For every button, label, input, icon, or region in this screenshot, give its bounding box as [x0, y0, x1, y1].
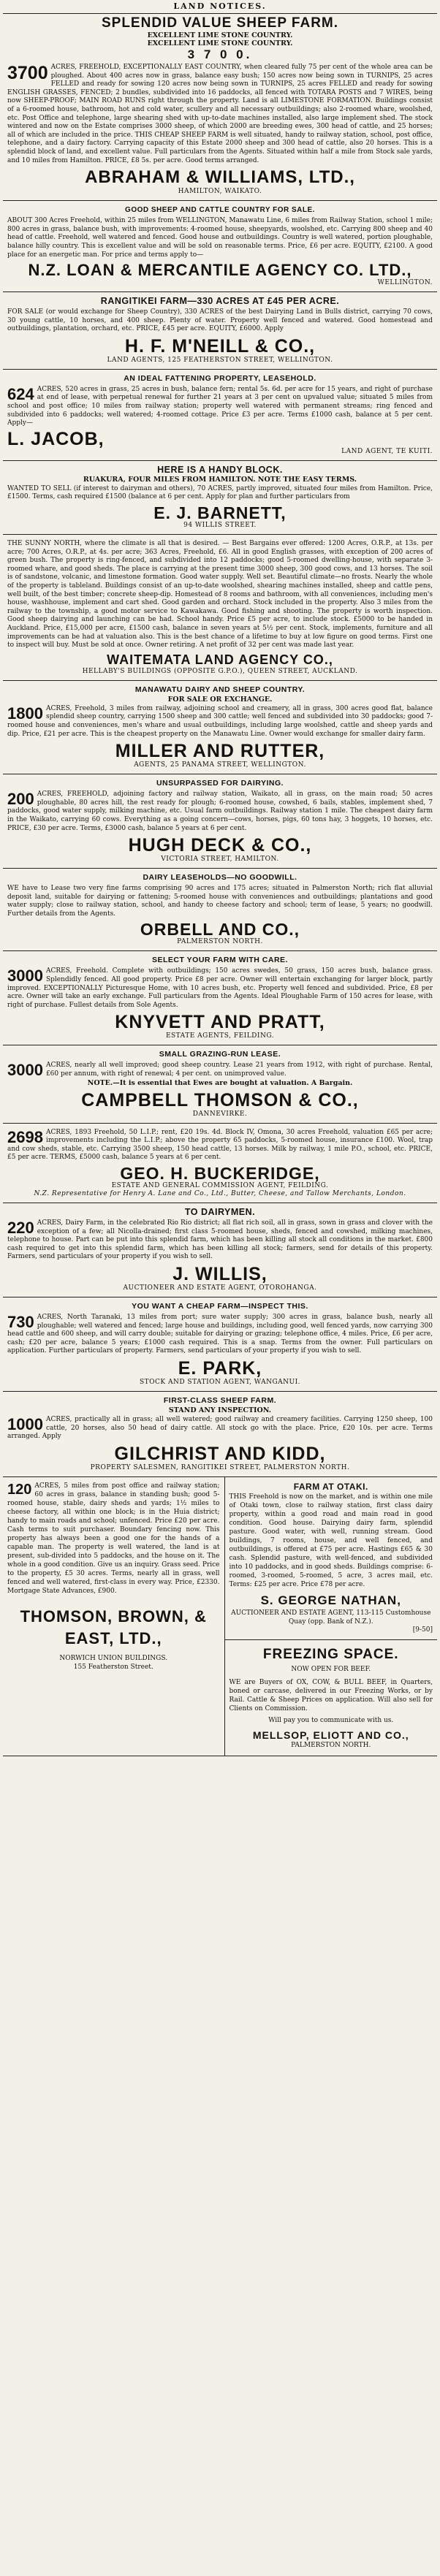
ad-agent: ORBELL AND CO., — [140, 920, 300, 940]
ad-headline: 3 7 0 0. — [187, 47, 253, 61]
ad-lead-number: 1000 — [7, 1414, 43, 1433]
ad-body — [7, 64, 433, 165]
ad-body-text: ACRES, 5 miles from post office and railway station; 60 acres in grass, balance in standing bush; good 5-roomed house, stable, dairy sheds and yards; 1½ miles to cheese factory, all within one block; is in the Huia district; handy to main roads and school; unfenced. Price £20 per acre. Cash terms to suit purchaser. Boundary fencing now. This property has always been a good one for the hands of a capable man. The property is well watered, the land is at present, sub-divided into 5 paddocks, and the house on it. The whole in a good condition. Give us an inquiry. Grass seed. Price to the property, £5 30 acres. Terms, nearly all in grass, well fenced and well watered, first-class in every way. Price, £2330. Mortgage State Advances, £900. — [7, 1482, 220, 1595]
ad-dairy-leaseholds — [3, 869, 437, 951]
ad-title: FIRST-CLASS SHEEP FARM. — [163, 1395, 277, 1405]
ad-agent: J. WILLIS, — [172, 1263, 268, 1284]
ad-subtitle: NOW OPEN FOR BEEF. — [291, 1665, 371, 1673]
ad-address: VICTORIA STREET, HAMILTON. — [161, 856, 279, 864]
ad-title: MANAWATU DAIRY AND SHEEP COUNTRY. — [134, 685, 306, 694]
ad-agent: GEO. H. BUCKERIDGE, — [120, 1164, 320, 1183]
ad-body-text: ACRES, North Taranaki, 13 miles from port; sure water supply; 300 acres in grass, balance bush, nearly all ploughable; well watered and fenced; large house and buildings, including good, well fenced yards, now carrying 300 head cattle and 600 sheep, and will carry double; suitable for dairying or grazing; telephone office, 4 miles. Price, £6 per acre, cash; £20 per acre, balance 5 years; £1000 cash required. This is a snap. Terms from the owner. Full particulars on application. Further particulars of property. Farmers, send particulars of your property if you wish to sell. — [7, 1313, 433, 1355]
ad-agent: MILLER AND RUTTER, — [115, 741, 325, 762]
ad-address: PALMERSTON NORTH. — [291, 1741, 371, 1749]
ad-title: AN IDEAL FATTENING PROPERTY, LEASEHOLD. — [124, 373, 316, 383]
ad-lead-number: 3000 — [7, 1061, 43, 1080]
ad-body — [7, 1416, 433, 1441]
ad-lead-number: 2698 — [7, 1127, 43, 1146]
ad-body-text: ACRES, FREEHOLD, adjoining factory and railway station, Waikato, all in grass, on the main road; 50 acres ploughable, 80 acres hill, the rest ready for plough; 6-roomed house, cowshed, 6 bails, stables, implement shed, 7 paddocks, good water supply, milking machine, etc. Usual farm outbuildings. Railway station 1 mile. The cheapest dairy farm in the Waikato, carrying 60 cows. Everything as a going concern—cows, horses, pigs, 60 tons hay, 3 hoggets, 10 horses, etc. PRICE, £30 per acre. Terms, £3000 cash, balance 5 years at 6 per cent. — [7, 790, 433, 832]
ad-first-class-sheep — [3, 1392, 437, 1477]
ad-title: RANGITIKEI FARM—330 ACRES AT £45 PER ACRE. — [100, 296, 340, 307]
ad-address: WELLINGTON. — [377, 279, 433, 287]
ad-address: PROPERTY SALESMEN, RANGITIKEI STREET, PALMERSTON NORTH. — [90, 1463, 350, 1471]
ad-buckeridge — [3, 1124, 437, 1203]
ad-title: SELECT YOUR FARM WITH CARE. — [152, 956, 288, 965]
ad-body-text: WE have to Lease two very fine farms comprising 90 acres and 175 acres; situated in Palmerston North; rich flat alluvial deposit land, suitable for dairying or fattening; 5-roomed house with conveniences and outbuildings; plantations and good water supply; close to railway station, school, and handy to cheese factory and school; term of lease, 5 years; no goodwill. Further details from the Agents. — [7, 885, 433, 918]
ad-body-text: THIS Freehold is now on the market, and is within one mile of Otaki town, close to railway station, first class dairy property, within a good road and main road in good condition. Good house. Dairying dairy farm, splendid pasture. Good water, with well, running stream. Good buildings, 7 rooms, house, and well fenced, and outbuildings, is offered at £75 per acre. Hastings £65 & 30 cash. Splendid pasture, with well-fenced, and subdivided into 10 paddocks, and in good sheds. Buildings comprise: 6-roomed, 3-roomed, 5-roomed, 5 acre, 3 acres mail, etc. Terms: £25 per acre. Price £78 per acre. — [229, 1493, 433, 1588]
ad-agent: ABRAHAM & WILLIAMS, LTD., — [85, 167, 355, 188]
ad-body — [7, 386, 433, 428]
ad-ref: [9-50] — [412, 1626, 433, 1634]
ad-farm-otaki — [225, 1477, 438, 1640]
ad-body — [7, 1219, 433, 1262]
ad-title: GOOD SHEEP AND CATTLE COUNTRY FOR SALE. — [125, 206, 315, 215]
bottom-section — [3, 1477, 437, 1756]
ad-body — [7, 1062, 433, 1078]
ad-body-text: THE SUNNY NORTH, where the climate is all that is desired. — Best Bargains ever offered: 1200 Acres, O.R.P., at 13s. per acre; 700 Acres, O.R.P., at 4s. per acre; 363 Acres, Freehold, £6. All in good English grasses, with exception of 200 acres of green bush. The property is ring-fenced, and subdivided into 12 paddocks; good 5-roomed dwelling-house, with separate 3-roomed whare, and good sheds. The place is carrying at the present time 3000 sheep, 300 good cows, and 13 horses. The soil is of sandstone, volcanic, and limestone formation. Good water supply. Well set. Beautiful climate—no frosts. Nearly the whole of the property is tableland. Buildings consist of an up-to-date woolshed, shearing machines installed, sheep and cattle pens, well built, of the best timber; concrete sheep-dip. Homestead of 8 rooms and bathroom, with all conveniences, including men's house, washhouse, implement and cart shed. Good garden and orchard. Stock included in the property. Also 3 miles from the railway to the township, a good motor service to Kawakawa. Good fishing and shooting. The property is worth inspection. Good sheep dairying and launching can be had. School handy. Price £5 per acre, to include stock. £5000 to be handed in Auckland. Price, £15,000 per acre, £1500 cash, balance in seven years at 5½ per cent. Stock, implements, furniture and all improvements can be had at valuation also. This is the best chance of a lifetime to buy at low figure on good terms. First one to inspect will buy. Must be sold at once. Owner retiring. A net profit of 32 per cent was made last year. — [7, 540, 433, 649]
ad-note: N.Z. Representative for Henry A. Lane and Co., Ltd., Butter, Cheese, and Tallow Merchants, London. — [34, 1190, 406, 1197]
ad-lead-number: 3000 — [7, 967, 43, 986]
ad-address: AUCTIONEER AND ESTATE AGENT, OTOROHANGA. — [123, 1284, 317, 1292]
ad-subtitle: RUAKURA, FOUR MILES FROM HAMILTON. NOTE THE EASY TERMS. — [83, 475, 357, 484]
ad-agent: WAITEMATA LAND AGENCY CO., — [107, 652, 333, 667]
ad-body — [7, 1314, 433, 1356]
ad-title: FARM AT OTAKI. — [293, 1481, 368, 1492]
ad-body-text: ACRES, Freehold, 3 miles from railway, adjoining school and creamery, all in grass, 300 acres good flat, balance splendid sheep country, carrying 1500 sheep and 300 cattle; well fenced and subdivided into 30 paddocks; good 7-roomed house and conveniences, men's whare and usual outbuildings, including large woolshed, cattle and sheep yards and dip. Price, £21 per acre. This is the cheapest property on the Manawatu Line. Owner would exchange for smaller dairy farm. — [7, 704, 433, 738]
ad-address: HAMILTON, WAIKATO. — [178, 188, 262, 196]
ad-body-text: ACRES, Freehold. Complete with outbuildings; 150 acres swedes, 50 grass, 150 acres bush, balance grass. Splendidly fenced. All good property. Price £8 per acre. Owner will entertain exchanging for larger block, partly improved. EXCEPTIONALLY Picturesque Home, with 10 acres bush, etc. Property well fenced and subdivided. Price, £8 per acre. Owner will take an early exchange. Full particulars from the Agents. Ideal Ploughable Farm of 150 acres for lease, with right of purchase. Fullest details from Sole Agents. — [7, 967, 433, 1009]
ad-title: SMALL GRAZING-RUN LEASE. — [159, 1050, 281, 1059]
ad-body-text: WANTED TO SELL (if interest to dairyman and others), 70 ACRES, partly improved, situated four miles from Hamilton. Price, £1500. Terms, cash required £1500 (balance at 6 per cent. Apply for plan and further particulars from — [7, 484, 433, 501]
ad-address: LAND AGENT, TE KUITI. — [341, 447, 433, 455]
ad-good-sheep-cattle — [3, 201, 437, 292]
ad-lead-number: 730 — [7, 1312, 34, 1331]
ad-address: AUCTIONEER AND ESTATE AGENT, 113-115 Customhouse Quay (opp. Bank of N.Z.). — [231, 1609, 431, 1626]
ad-agent: H. F. M'NEILL & CO., — [124, 335, 316, 357]
ad-title: YOU WANT A CHEAP FARM—INSPECT THIS. — [132, 1301, 308, 1311]
ad-address: ESTATE AND GENERAL COMMISSION AGENT, FEILDING. — [111, 1182, 329, 1189]
ad-body — [7, 1482, 220, 1596]
ad-lead-number: 200 — [7, 790, 34, 809]
ad-body — [7, 967, 433, 1010]
ad-title: UNSURPASSED FOR DAIRYING. — [156, 779, 284, 788]
ad-address: 155 Featherston Street. — [73, 1663, 153, 1671]
ad-lead-number: 120 — [7, 1481, 32, 1498]
ad-body-text: ACRES, nearly all well improved; good sheep country. Lease 21 years from 1912, with right of purchase. Rental, £60 per annum, with right of renewal; 4 per cent. on unimproved value. — [45, 1062, 433, 1078]
ad-body — [7, 790, 433, 833]
ad-title: DAIRY LEASEHOLDS—NO GOODWILL. — [143, 873, 297, 883]
page-header: LAND NOTICES. — [3, 0, 437, 14]
ad-title: HERE IS A HANDY BLOCK. — [157, 464, 283, 475]
ad-select-farm — [3, 951, 437, 1045]
land-notices-page — [3, 0, 437, 1756]
right-column — [224, 1477, 438, 1756]
ad-handy-block — [3, 461, 437, 535]
ad-body-text: ACRES, FREEHOLD, EXCEPTIONALLY EAST COUNTRY, when cleared fully 75 per cent of the whole area can be ploughed. About 400 acres now in grass, balance easy bush; 150 acres now being sown in TURNIPS, 25 acres FELLED and ready for sowing 120 acres now being sown in TURNIPS, 25 acres FELLED and ready for sowing ENGLISH GRASSES, FENCED; 2 bundles, subdivided into 16 paddocks, all fenced with TOTARA POSTS and 7 WIRES, being now SHEEP-PROOF; MAIN ROAD RUNS right through the property. Land is all LIMESTONE FORMATION. Buildings consist of a 6-roomed house, bathroom, hot and cold water, scullery and all necessary outbuildings; also 2-roomed whare, woolshed, etc. Post Office and telephone, large shearing shed with up-to-date machines installed, also large implement shed. The stock wintered and now on the Estate comprises 3000 sheep, of which 2000 are breeding ewes, 300 head of cattle, and 25 horses; all of which are included in the price. THIS CHEAP SHEEP FARM is well situated, handy to railway station, school, post office, telephone, and a dairy factory. Carrying capacity of this Estate 2000 sheep and 300 head of cattle, also 20 horses. This is a splendid block of land, and excellent value. Full particulars from the Agents. Situated within half a mile from Stock sale yards, and 10 miles from Hamilton. PRICE, £8 5s. per acre. Good terms arranged. — [7, 64, 433, 164]
ad-address: ESTATE AGENTS, FEILDING. — [165, 1032, 275, 1040]
ad-sunny-north — [3, 535, 437, 681]
ad-subtitle: EXCELLENT LIME STONE COUNTRY. — [147, 31, 293, 39]
ad-title: TO DAIRYMEN. — [184, 1207, 256, 1217]
ad-ideal-fattening — [3, 370, 437, 461]
ad-body-text: ACRES, 520 acres in grass, 25 acres in bush, balance fern; rental 5s. 6d. per acre for 15 years, and right of purchase at end of lease, with perpetual renewal for further 21 years at 3 per cent on upvalued value; situated 5 miles from school and post office; 10 miles from railway station; property well watered with permanent streams; ring fenced and subdivided into 6 paddocks; well watered; 4-roomed cottage. Price £3 per acre. Terms £1000 cash, balance at 5 per cent. Apply— — [7, 385, 433, 427]
ad-agent: HUGH DECK & CO., — [128, 835, 312, 856]
ad-title: FREEZING SPACE. — [262, 1646, 399, 1662]
ad-title: SPLENDID VALUE SHEEP FARM. — [101, 15, 339, 31]
ad-body-text: ABOUT 300 Acres Freehold, within 25 miles from WELLINGTON, Manawatu Line, 6 miles from Railway Station, school 1 mile; 800 acres in grass, balance bush, with improvements: 4-roomed house, sheepyards, woolshed, etc. Carrying 800 sheep and 40 head of cattle. Freehold, well watered and fenced. Good house and outbuildings. Country is well watered, portion ploughable, balance hilly country. This is excellent value and will be sold on reasonable terms. Price, £6 per acre. EQUITY, £2100. A good place for an energetic man. For price and terms apply to— — [7, 217, 433, 259]
ad-address: 94 WILLIS STREET. — [183, 522, 257, 530]
ad-cheap-farm — [3, 1297, 437, 1392]
ad-body — [7, 1129, 433, 1162]
ad-agent: GILCHRIST AND KIDD, — [114, 1443, 326, 1464]
ad-small-grazing-run — [3, 1045, 437, 1123]
ad-closing: Will pay you to communicate with us. — [268, 1716, 394, 1724]
ad-agent: THOMSON, BROWN, & EAST, LTD., — [20, 1607, 207, 1647]
ad-freezing-space — [225, 1640, 438, 1756]
ad-body-text: FOR SALE (or would exchange for Sheep Country), 330 ACRES of the best Dairying Land in Bulls district, carrying 70 cows, 30 young cattle, 10 horses, and 400 sheep. Plenty of water. Property well fenced and watered. Good homestead and outbuildings, plantation, orchard, etc. PRICE, £45 per acre. EQUITY, £6000. Apply — [7, 308, 433, 333]
ad-lead-number: 220 — [7, 1219, 34, 1237]
ad-body-text: ACRES, 1893 Freehold, 50 L.I.P.; rent, £20 19s. 4d. Block IV, Omona, 30 acres Freehold, valuation £65 per acre; improvements including the L.I.P.; above the property 65 paddocks, 5-roomed house, insurance £100. Wool, trap and cow sheds, stable, etc. Carrying 3500 sheep, 150 head cattle, 13 horses. Milk by railway, 1 mile P.O., school, etc. PRICE, £5 per acre. TERMS, £5000 cash, balance 5 years at 6 per cent. — [7, 1128, 433, 1162]
ad-body-text: ACRES, practically all in grass; all well watered; good railway and creamery facilities. Carrying 1250 sheep, 100 cattle, 20 horses, also 50 head of dairy cattle. All stock go with the place. Price, £20 10s. per acre. Terms arranged. Apply — [7, 1415, 433, 1441]
ad-body-text: WE are Buyers of OX, COW, & BULL BEEF, in Quarters, boned or carcase, delivered in our Freezing Works, or by Rail. Cattle & Sheep Prices on application. Will also sell for Clients on Commission. — [229, 1678, 433, 1712]
ad-agent: KNYVETT AND PRATT, — [115, 1012, 325, 1033]
ad-unsurpassed-dairying — [3, 774, 437, 869]
ad-address: AGENTS, 25 PANAMA STREET, WELLINGTON. — [134, 761, 306, 769]
ad-address: STOCK AND STATION AGENT, WANGANUI. — [139, 1378, 301, 1386]
ad-body — [7, 705, 433, 739]
ad-agent: CAMPBELL THOMSON & CO., — [81, 1089, 359, 1110]
ad-subtitle: STAND ANY INSPECTION. — [168, 1406, 272, 1414]
ad-note: NOTE.—It is essential that Ewes are bought at valuation. A Bargain. — [87, 1078, 353, 1087]
ad-to-dairymen — [3, 1203, 437, 1297]
ad-address: DANNEVIRKE. — [192, 1110, 248, 1118]
ad-subtitle: EXCELLENT LIME STONE COUNTRY. — [147, 39, 293, 47]
ad-lead-number: 1800 — [7, 704, 43, 723]
ad-splendid-sheep-farm — [3, 14, 437, 201]
ad-body-text: ACRES, Dairy Farm, in the celebrated Rio Rio district; all flat rich soil, all in grass, sown in grass and clover with the exception of a few; all Nicolla-drained; first class 5-roomed house, sheds, fenced and cowshed, milking machines, telephone to house. Part can be put into this splendid farm, which has been killing all stock all conditions in the market. £800 cash required to get into this splendid farm, which has been killing all stock; farmers, send for details of this property. Farmers, send particulars of your property if you wish to sell. — [7, 1219, 433, 1261]
ad-agent: E. J. BARNETT, — [153, 503, 287, 523]
ad-agent: MELLSOP, ELIOTT AND CO., — [252, 1729, 409, 1741]
ad-address: HELLABY'S BUILDINGS (OPPOSITE G.P.O.), QUEEN STREET, AUCKLAND. — [82, 667, 358, 675]
ad-address: NORWICH UNION BUILDINGS. — [59, 1654, 168, 1662]
ad-agent: L. JACOB, — [7, 428, 105, 449]
ad-lead-number: 624 — [7, 384, 34, 403]
ad-address: PALMERSTON NORTH. — [177, 938, 263, 946]
ad-agent: N.Z. LOAN & MERCANTILE AGENCY CO. LTD., — [28, 261, 412, 280]
ad-agent: S. GEORGE NATHAN, — [260, 1593, 401, 1607]
ad-thomson-brown — [3, 1477, 224, 1756]
ad-lead-number: 3700 — [7, 63, 48, 83]
ad-manawatu-dairy — [3, 681, 437, 774]
ad-agent: E. PARK, — [178, 1357, 262, 1379]
ad-address: LAND AGENTS, 125 FEATHERSTON STREET, WELLINGTON. — [107, 356, 333, 364]
ad-subtitle: FOR SALE OR EXCHANGE. — [167, 695, 273, 704]
ad-rangitikei-farm — [3, 292, 437, 370]
